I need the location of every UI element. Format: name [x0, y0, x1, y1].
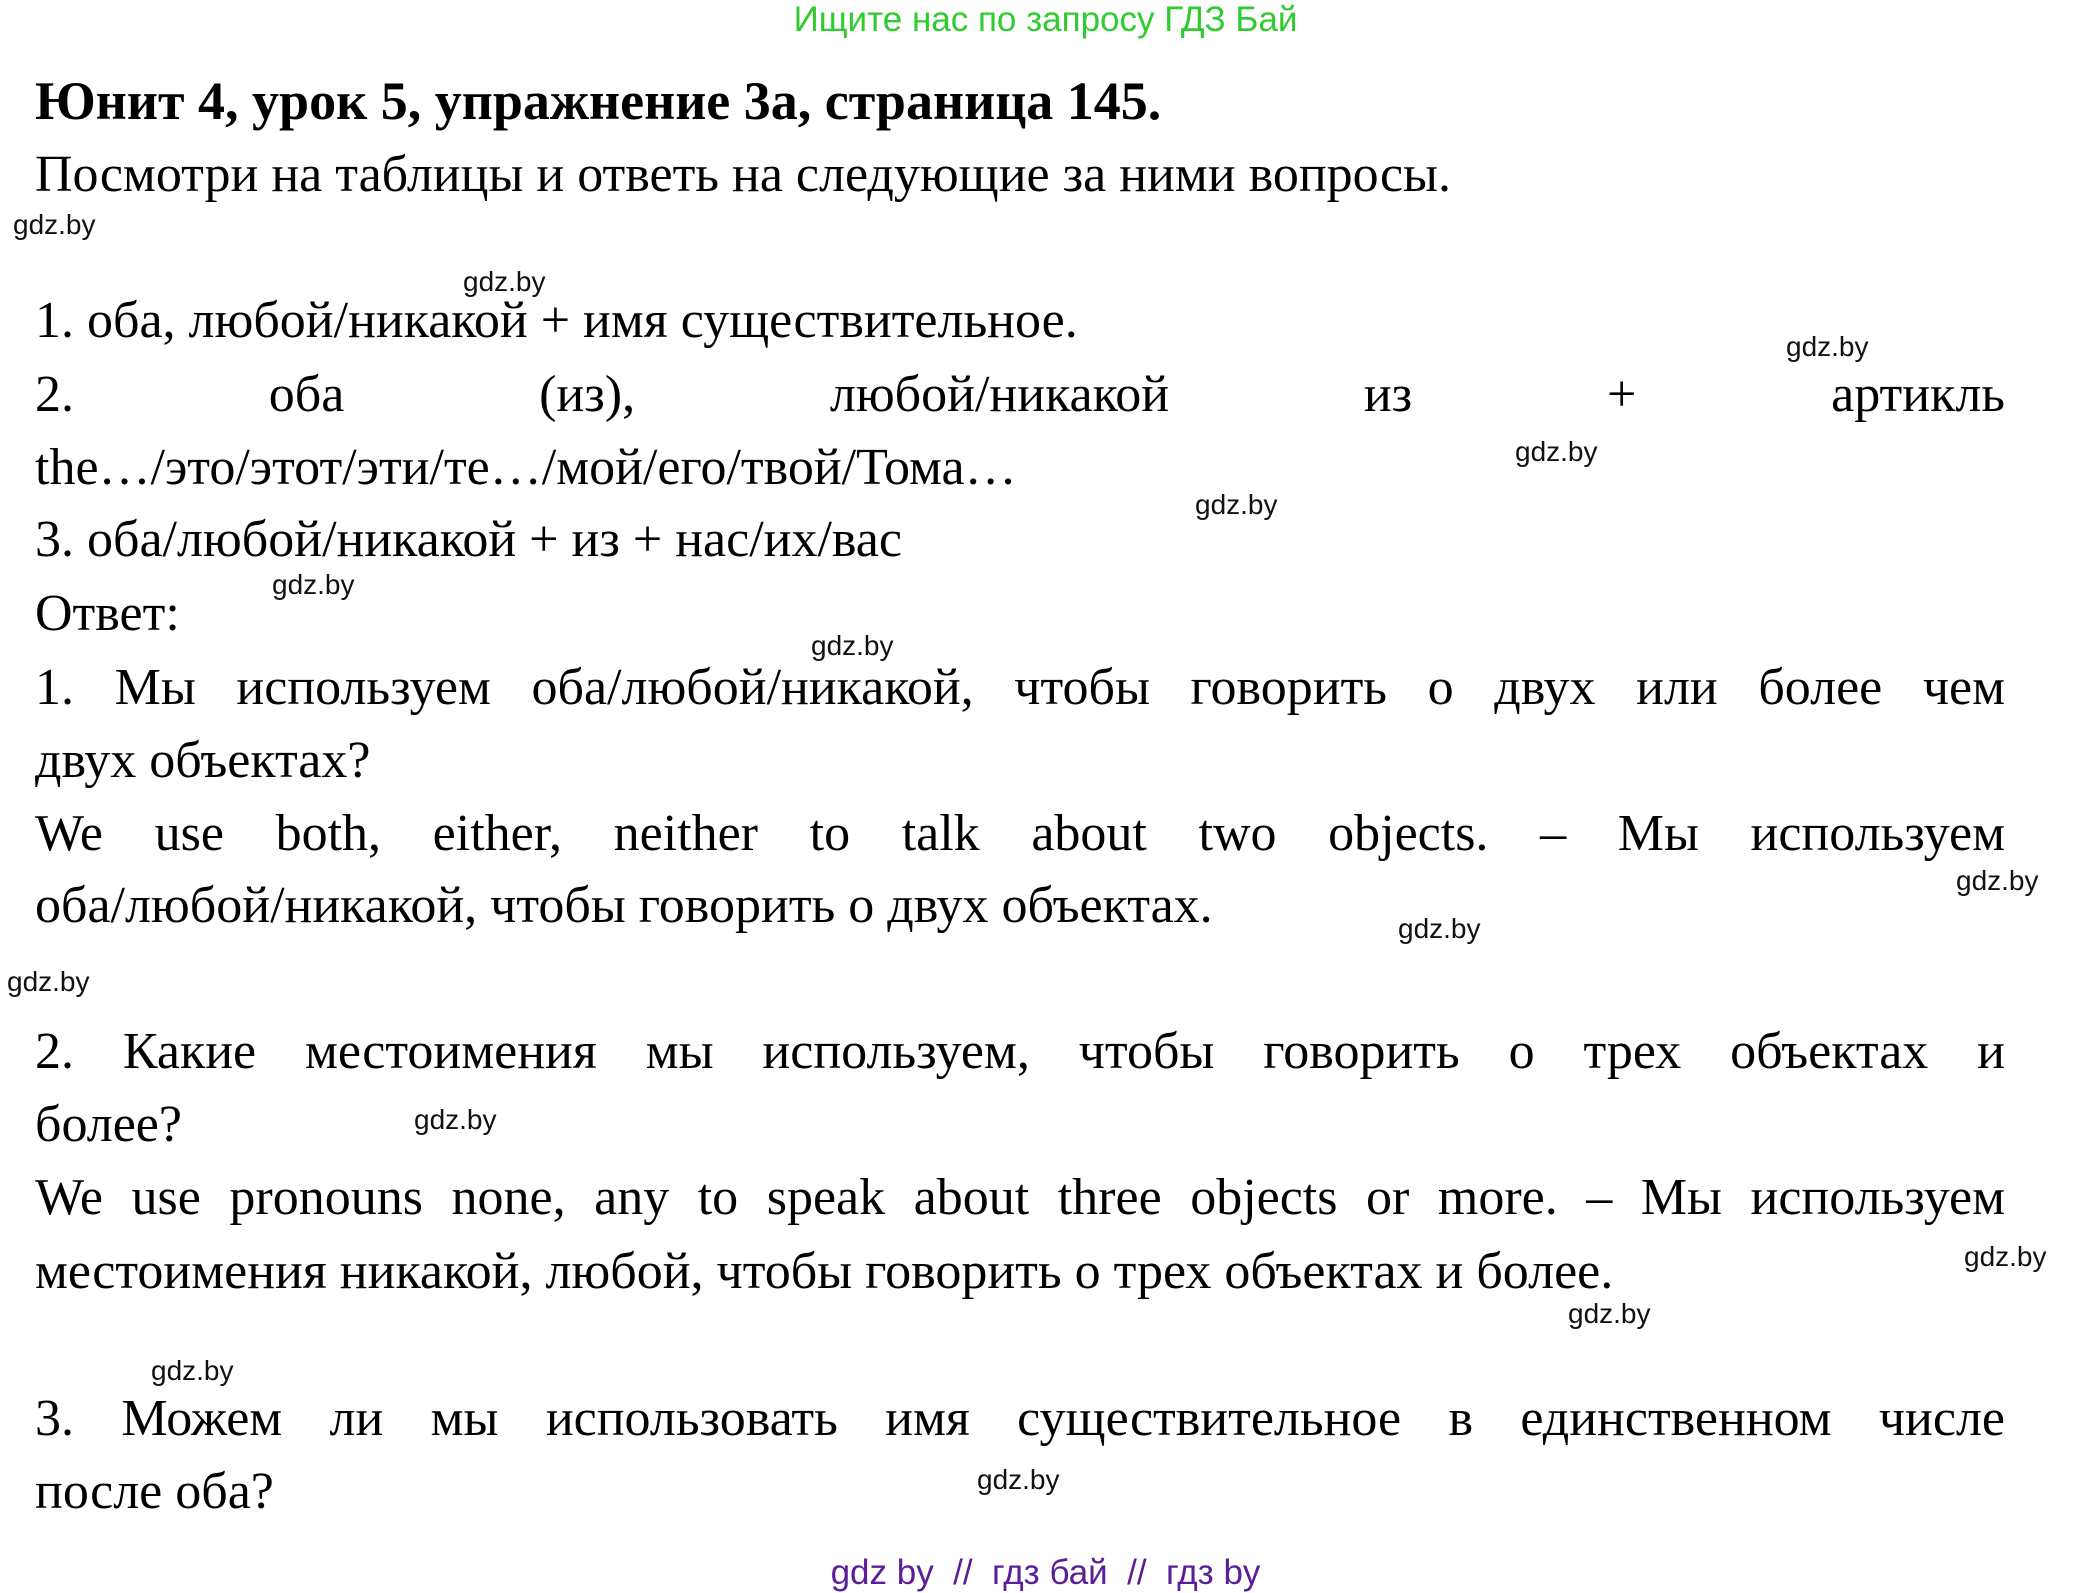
rule-1: 1. оба, любой/никакой + имя существительное. [35, 292, 1078, 349]
watermark: gdz.by [13, 209, 96, 240]
watermark: gdz.by [463, 266, 546, 297]
watermark: gdz.by [151, 1355, 234, 1386]
rule-2: 2. оба (из), любой/никакой из + артикль [35, 366, 2005, 423]
answer-heading: Ответ: [35, 585, 180, 642]
watermark: gdz.by [1398, 913, 1481, 944]
question-3: 3. Можем ли мы использовать имя существительное в единственном числе [35, 1390, 2005, 1447]
watermark: gdz.by [1786, 331, 1869, 362]
question-1-cont: двух объектах? [35, 732, 371, 789]
watermark: gdz.by [977, 1464, 1060, 1495]
watermark: gdz.by [414, 1104, 497, 1135]
watermark: gdz.by [1195, 489, 1278, 520]
answer-1-cont: оба/любой/никакой, чтобы говорить о двух объектах. [35, 877, 1213, 934]
watermark: gdz.by [1956, 865, 2039, 896]
answer-2-cont: местоимения никакой, любой, чтобы говорить о трех объектах и более. [35, 1243, 1614, 1300]
question-1: 1. Мы используем оба/любой/никакой, чтобы говорить о двух или более чем [35, 659, 2005, 716]
rule-2-cont: the…/это/этот/эти/те…/мой/его/твой/Тома… [35, 439, 1017, 496]
question-2-cont: более? [35, 1096, 182, 1153]
watermark: gdz.by [1964, 1241, 2047, 1272]
watermark: gdz.by [1568, 1298, 1651, 1329]
question-3-cont: после оба? [35, 1463, 274, 1520]
watermark: gdz.by [272, 569, 355, 600]
rule-3: 3. оба/любой/никакой + из + нас/их/вас [35, 511, 902, 568]
watermark: gdz.by [1515, 436, 1598, 467]
answer-1: We use both, either, neither to talk about two objects. – Мы используем [35, 805, 2005, 862]
question-2: 2. Какие местоимения мы используем, чтобы говорить о трех объектах и [35, 1023, 2005, 1080]
footer-banner: gdz by // гдз бай // гдз by [830, 1553, 1261, 1592]
page-title: Юнит 4, урок 5, упражнение 3а, страница 145. [35, 71, 1162, 131]
instruction: Посмотри на таблицы и ответь на следующие за ними вопросы. [35, 146, 1451, 203]
watermark: gdz.by [811, 630, 894, 661]
watermark: gdz.by [7, 966, 90, 997]
answer-2: We use pronouns none, any to speak about three objects or more. – Мы используем [35, 1169, 2005, 1226]
search-banner: Ищите нас по запросу ГДЗ Бай [793, 0, 1298, 39]
